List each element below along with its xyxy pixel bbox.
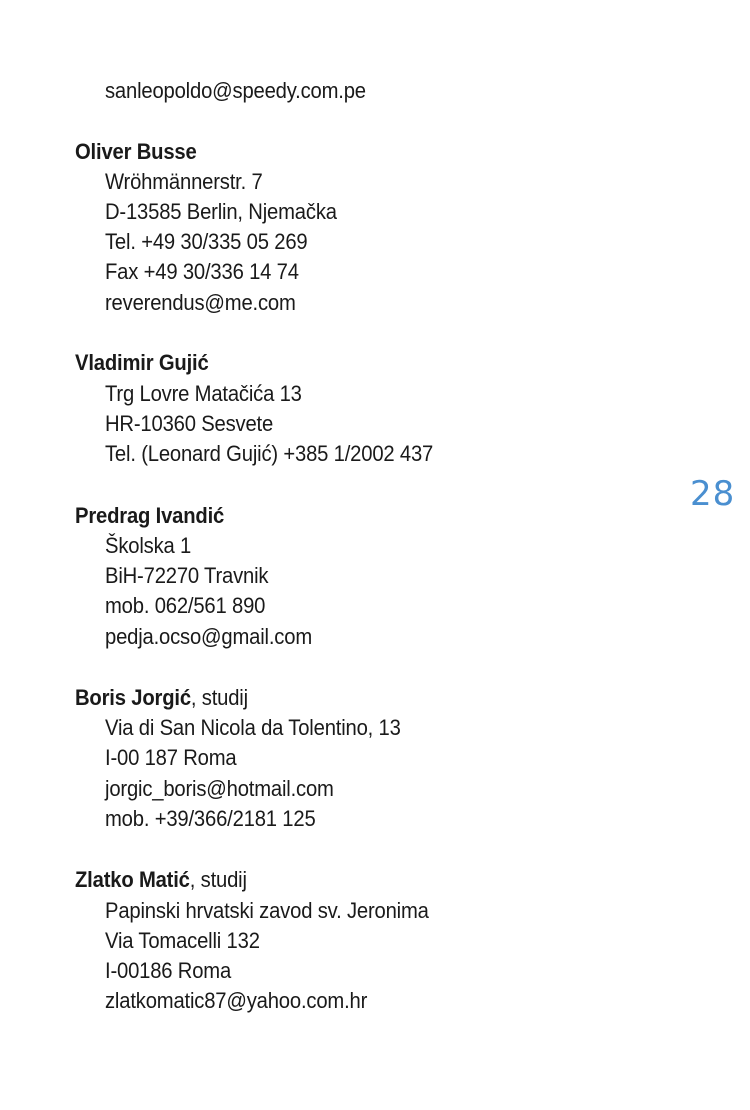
contact-mobile: mob. +39/366/2181 125 [105,806,316,831]
contact-name: Oliver Busse [75,139,197,164]
contact-name: Predrag Ivandić [75,503,225,528]
contact-address-line: Trg Lovre Matačića 13 [105,381,302,406]
contact-city-line: I-00 187 Roma [105,745,237,770]
contact-heading [75,683,248,713]
contact-address-line: Školska 1 [105,533,192,558]
contact-name: Zlatko Matić [75,867,190,892]
contact-name: Boris Jorgić [75,685,191,710]
contact-email: sanleopoldo@speedy.com.pe [105,78,366,103]
contact-institution-line: Papinski hrvatski zavod sv. Jeronima [105,898,429,923]
contact-address-line: Wröhmännerstr. 7 [105,169,263,194]
contact-suffix: , studij [189,867,247,892]
contact-heading [75,348,209,378]
page-number: 28 [690,474,736,514]
contact-mobile: mob. 062/561 890 [105,593,266,618]
contact-phone: Tel. +49 30/335 05 269 [105,229,308,254]
contact-heading [75,137,197,167]
contact-city-line: D-13585 Berlin, Njemačka [105,199,337,224]
contact-email: reverendus@me.com [105,290,296,315]
contact-email: pedja.ocso@gmail.com [105,624,312,649]
contact-city-line: HR-10360 Sesvete [105,411,274,436]
contact-heading [75,501,224,531]
contact-name: Vladimir Gujić [75,350,209,375]
contact-city-line: I-00186 Roma [105,958,232,983]
contact-heading [75,865,247,895]
contact-email: zlatkomatic87@yahoo.com.hr [105,988,368,1013]
contact-suffix: , studij [190,685,248,710]
contact-fax: Fax +49 30/336 14 74 [105,259,299,284]
contact-phone: Tel. (Leonard Gujić) +385 1/2002 437 [105,441,434,466]
contact-address-line: Via Tomacelli 132 [105,928,260,953]
contact-address-line: Via di San Nicola da Tolentino, 13 [105,715,401,740]
contact-email: jorgic_boris@hotmail.com [105,776,334,801]
contact-city-line: BiH-72270 Travnik [105,563,269,588]
